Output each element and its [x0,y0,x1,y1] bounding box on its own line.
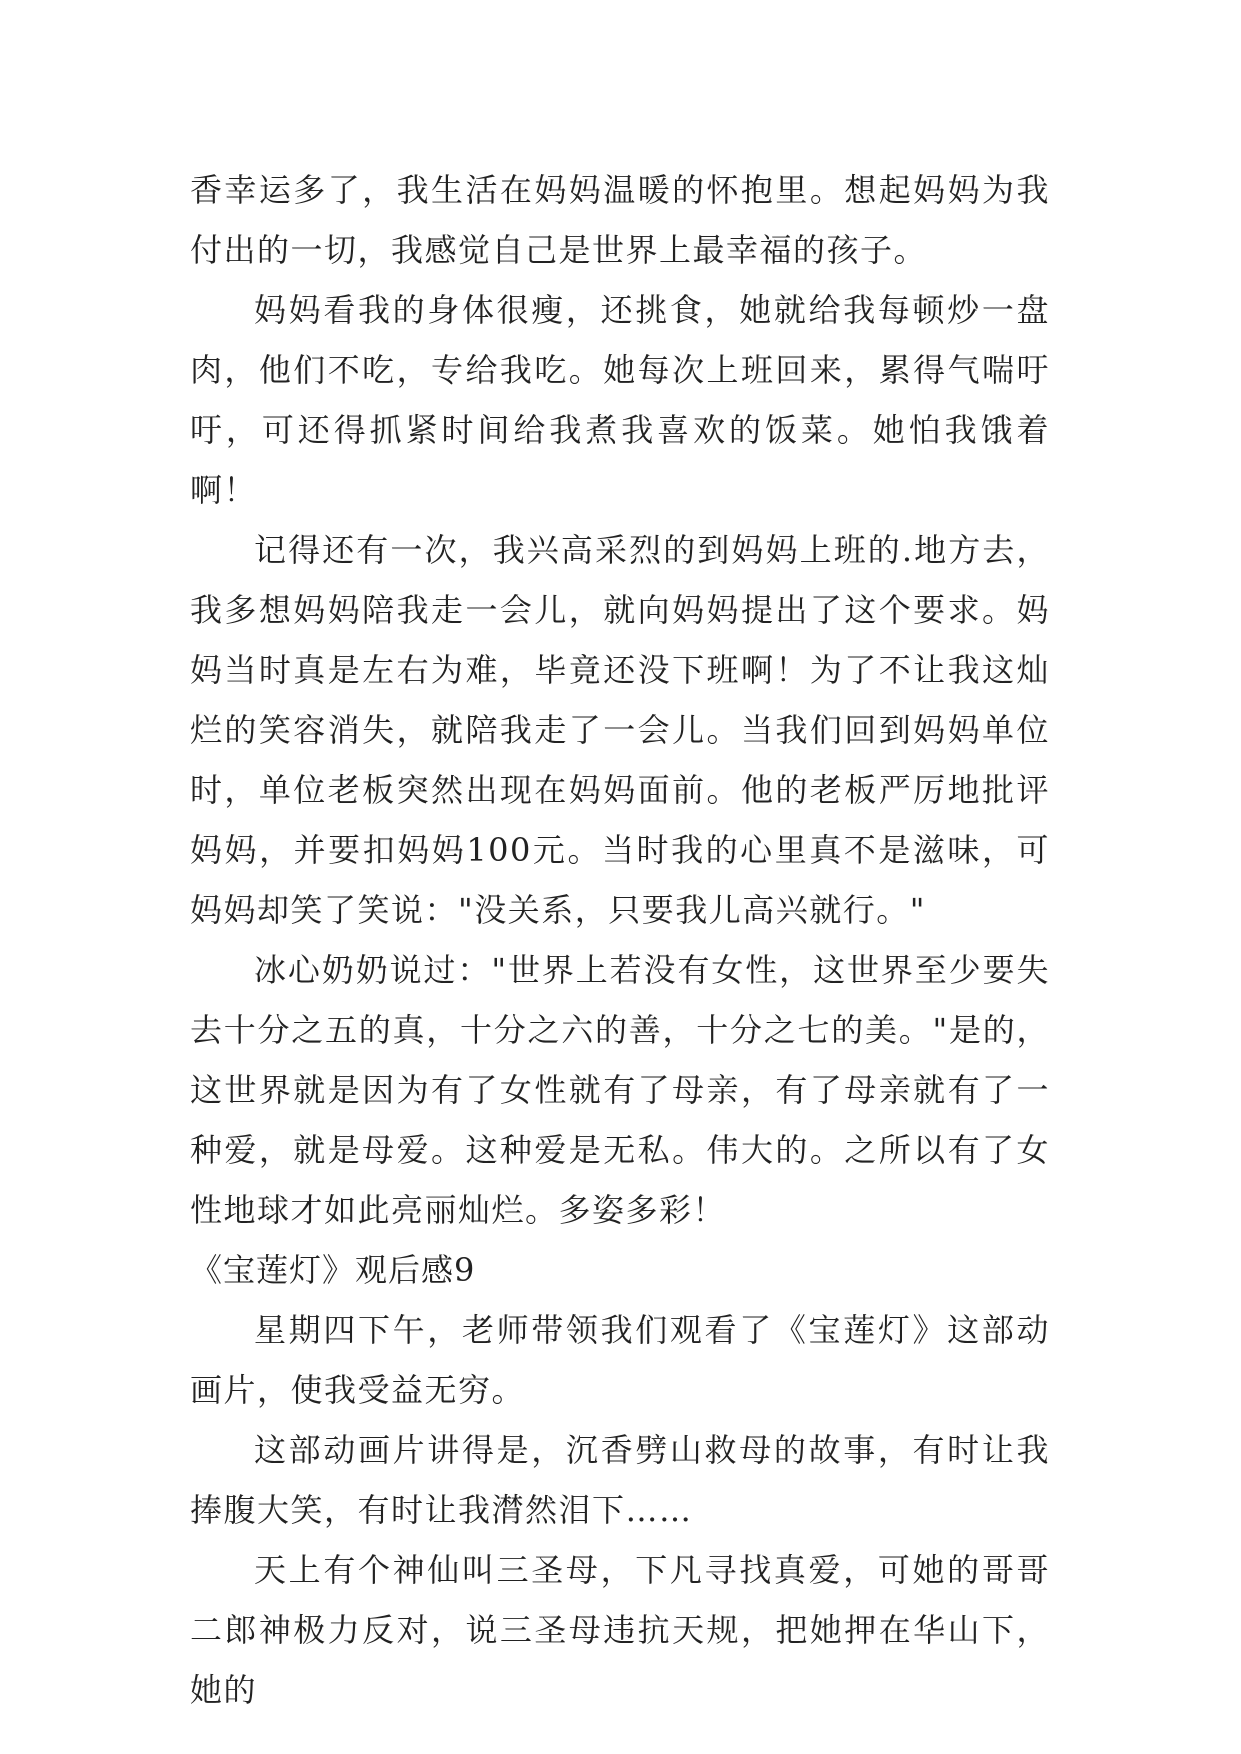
paragraph-mother-cooking: 妈妈看我的身体很瘦，还挑食，她就给我每顿炒一盘肉，他们不吃，专给我吃。她每次上班回来，累得气喘吁吁，可还得抓紧时间给我煮我喜欢的饭菜。她怕我饿着啊！ [190,291,1050,509]
paragraph-sanshengmu: 天上有个神仙叫三圣母，下凡寻找真爱，可她的哥哥二郎神极力反对，说三圣母违抗天规，把她押在华山下，她的 [190,1551,1050,1709]
paragraph-continuation: 香幸运多了，我生活在妈妈温暖的怀抱里。想起妈妈为我付出的一切，我感觉自己是世界上最幸福的孩子。 [190,171,1050,269]
section-heading: 《宝莲灯》观后感9 [190,1251,476,1289]
paragraph-mother-workplace: 记得还有一次，我兴高采烈的到妈妈上班的.地方去，我多想妈妈陪我走一会儿，就向妈妈提出了这个要求。妈妈当时真是左右为难，毕竟还没下班啊！为了不让我这灿烂的笑容消失，就陪我走了一会儿。当我们回到妈妈单位时，单位老板突然出现在妈妈面前。他的老板严厉地批评妈妈，并要扣妈妈100元。当时我的心里真不是滋味，可妈妈却笑了笑说："没关系，只要我儿高兴就行。" [190,531,1050,929]
document-body [190,160,1050,1720]
paragraph-watching-film: 星期四下午，老师带领我们观看了《宝莲灯》这部动画片，使我受益无穷。 [190,1311,1050,1409]
paragraph-film-story: 这部动画片讲得是，沉香劈山救母的故事，有时让我捧腹大笑，有时让我潸然泪下…… [190,1431,1050,1529]
paragraph-bingxin-quote: 冰心奶奶说过："世界上若没有女性，这世界至少要失去十分之五的真，十分之六的善，十分之七的美。"是的，这世界就是因为有了女性就有了母亲，有了母亲就有了一种爱，就是母爱。这种爱是无私。伟大的。之所以有了女性地球才如此亮丽灿烂。多姿多彩！ [190,951,1050,1229]
